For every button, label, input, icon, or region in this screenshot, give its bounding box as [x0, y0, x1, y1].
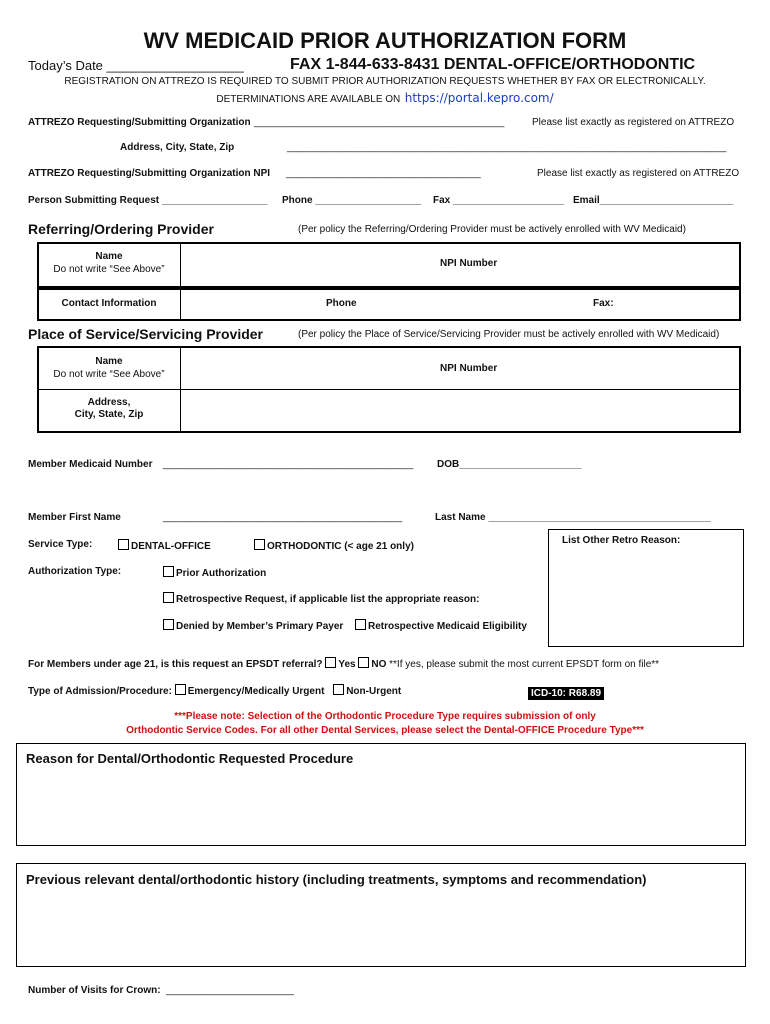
prior-auth-label: Prior Authorization [176, 568, 267, 579]
referring-contact-label: Contact Information [61, 298, 157, 309]
referring-name-label: Name [95, 251, 123, 262]
servicing-address-label-2: City, State, Zip [74, 409, 144, 420]
orthodontic-note-line2: Orthodontic Service Codes. For all other Dental Services, please select the Dental-OFFICE Procedure Type*** [126, 725, 644, 736]
service-type-label: Service Type: [28, 539, 93, 550]
fax-field[interactable]: Fax ____________________ [433, 195, 565, 206]
checkbox-icon[interactable] [333, 684, 344, 695]
auth-type-label: Authorization Type: [28, 566, 122, 577]
epsdt-no-label: NO [371, 659, 387, 670]
checkbox-icon[interactable] [254, 539, 265, 550]
checkbox-icon[interactable] [163, 619, 174, 630]
emergency-option[interactable] [175, 686, 325, 697]
referring-heading: Referring/Ordering Provider [28, 221, 214, 237]
retro-eligibility-label: Retrospective Medicaid Eligibility [368, 621, 527, 632]
visits-label: Number of Visits for Crown: [28, 985, 161, 996]
org-address-label: Address, City, State, Zip [120, 142, 235, 153]
retro-reason-box[interactable] [548, 529, 744, 647]
todays-date-field[interactable]: Today’s Date ___________________ [28, 58, 244, 73]
servicing-name-label: Name [95, 356, 123, 367]
referring-npi-label: NPI Number [440, 258, 498, 269]
determinations-note: DETERMINATIONS ARE AVAILABLE ON [216, 94, 401, 105]
checkbox-icon[interactable] [163, 592, 174, 603]
org-hint: Please list exactly as registered on ATTREZO [532, 117, 735, 128]
referring-fax-label: Fax: [593, 298, 614, 309]
reason-heading: Reason for Dental/Orthodontic Requested Procedure [26, 751, 354, 766]
referring-policy-note: (Per policy the Referring/Ordering Provider must be actively enrolled with WV Medicaid) [298, 224, 686, 235]
member-medicaid-field[interactable]: _____________________________________________ [163, 459, 414, 470]
prior-auth-option[interactable] [163, 566, 266, 579]
org-npi-hint: Please list exactly as registered on ATTREZO [537, 168, 740, 179]
member-medicaid-label: Member Medicaid Number [28, 459, 153, 470]
orthodontic-label: ORTHODONTIC (< age 21 only) [267, 541, 414, 552]
portal-link[interactable]: https://portal.kepro.com/ [404, 91, 554, 105]
epsdt-yes-label: Yes [338, 659, 356, 670]
epsdt-no-option[interactable] [358, 659, 386, 670]
member-last-name-field[interactable]: Last Name ________________________________________ [435, 512, 711, 523]
checkbox-icon[interactable] [118, 539, 129, 550]
member-dob-field[interactable]: DOB______________________ [437, 459, 582, 470]
denied-payer-label: Denied by Member’s Primary Payer [176, 621, 344, 632]
visits-field[interactable]: _______________________ [166, 985, 294, 996]
member-first-name-field[interactable]: ___________________________________________ [163, 512, 403, 523]
admission-row [28, 684, 401, 697]
referring-name-hint: Do not write “See Above” [53, 264, 165, 275]
epsdt-row [28, 657, 659, 670]
registration-note: REGISTRATION ON ATTREZO IS REQUIRED TO SUBMIT PRIOR AUTHORIZATION REQUESTS WHETHER BY FAX OR ELECTRONICALLY. [64, 76, 706, 87]
fax-line: FAX 1-844-633-8431 DENTAL-OFFICE/ORTHODONTIC [290, 56, 696, 73]
non-urgent-label: Non-Urgent [346, 686, 402, 697]
emergency-label: Emergency/Medically Urgent [187, 686, 325, 697]
retro-reason-label: List Other Retro Reason: [562, 535, 681, 546]
org-npi-label: ATTREZO Requesting/Submitting Organization NPI [28, 168, 271, 179]
retro-eligibility-option[interactable] [355, 619, 527, 632]
org-address-field[interactable]: _______________________________________________________________________________ [287, 142, 727, 153]
retro-request-option[interactable] [163, 592, 479, 605]
person-submitting-field[interactable]: Person Submitting Request ___________________ [28, 195, 268, 206]
org-label: ATTREZO Requesting/Submitting Organization [28, 117, 251, 128]
non-urgent-option[interactable] [333, 686, 401, 697]
dental-office-label: DENTAL-OFFICE [131, 541, 211, 552]
determinations-line [0, 89, 770, 107]
orthodontic-note-line1: ***Please note: Selection of the Orthodontic Procedure Type requires submission of only [174, 711, 596, 722]
form-title: WV MEDICAID PRIOR AUTHORIZATION FORM [143, 28, 627, 53]
servicing-policy-note: (Per policy the Place of Service/Servicing Provider must be actively enrolled with WV Medicaid) [298, 329, 720, 340]
orthodontic-option[interactable] [254, 539, 414, 552]
servicing-npi-label: NPI Number [440, 363, 498, 374]
epsdt-note: **If yes, please submit the most current EPSDT form on file** [389, 659, 660, 670]
checkbox-icon[interactable] [325, 657, 336, 668]
dental-office-option[interactable] [118, 539, 211, 552]
servicing-address-label: Address, [87, 397, 131, 408]
servicing-heading: Place of Service/Servicing Provider [28, 326, 264, 342]
epsdt-question: For Members under age 21, is this request an EPSDT referral? [28, 659, 323, 670]
org-field[interactable]: _____________________________________________ [254, 117, 505, 128]
checkbox-icon[interactable] [355, 619, 366, 630]
phone-field[interactable]: Phone ___________________ [282, 195, 422, 206]
email-field[interactable]: Email________________________ [573, 195, 734, 206]
denied-payer-option[interactable] [163, 619, 343, 632]
checkbox-icon[interactable] [358, 657, 369, 668]
admission-label: Type of Admission/Procedure: [28, 686, 172, 697]
referring-phone-label: Phone [326, 298, 357, 309]
history-heading: Previous relevant dental/orthodontic history (including treatments, symptoms and recommendation) [26, 872, 647, 887]
checkbox-icon[interactable] [163, 566, 174, 577]
member-first-name-label: Member First Name [28, 512, 121, 523]
icd-code-badge: ICD-10: R68.89 [528, 687, 604, 700]
retro-request-label: Retrospective Request, if applicable list the appropriate reason: [176, 594, 480, 605]
epsdt-yes-option[interactable] [325, 659, 355, 670]
servicing-name-hint: Do not write “See Above” [53, 369, 165, 380]
checkbox-icon[interactable] [175, 684, 186, 695]
org-npi-field[interactable]: ___________________________________ [286, 168, 481, 179]
